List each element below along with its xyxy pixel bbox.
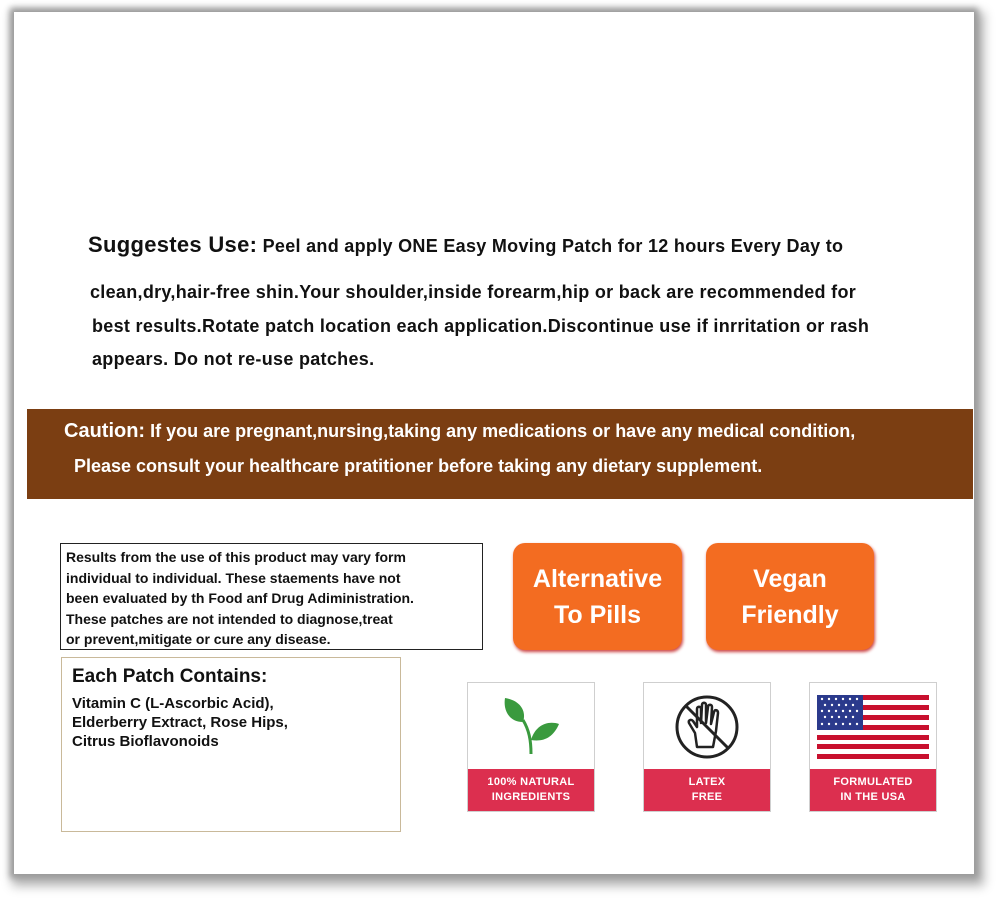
disclaimer-line-5: or prevent,mitigate or cure any disease. xyxy=(66,631,331,647)
alternative-to-pills-badge xyxy=(513,543,682,650)
card-label: LATEX FREE xyxy=(644,769,770,811)
suggested-use-heading: Suggestes Use: xyxy=(88,232,258,257)
caution-line-2: Please consult your healthcare pratitioner before taking any dietary supplement. xyxy=(74,456,763,476)
caution-line-1: If you are pregnant,nursing,taking any medications or have any medical condition, xyxy=(150,421,856,441)
badge-line-2: To Pills xyxy=(553,600,642,629)
us-flag-icon xyxy=(810,689,936,765)
disclaimer-line-2: individual to individual. These staements have not xyxy=(66,569,401,586)
suggested-use-line-2: clean,dry,hair-free shin.Your shoulder,inside forearm,hip or back are recommended for xyxy=(90,282,857,302)
card-label: 100% NATURAL INGREDIENTS xyxy=(468,769,594,811)
natural-ingredients-card xyxy=(467,682,595,812)
latex-free-card xyxy=(643,682,771,812)
vegan-friendly-badge xyxy=(706,543,874,650)
ingredients-title: Each Patch Contains: xyxy=(72,666,268,687)
disclaimer-line-3: been evaluated by th Food anf Drug Adiministration. xyxy=(66,590,414,606)
disclaimer-line-1: Results from the use of this product may vary form xyxy=(66,549,406,565)
formulated-in-usa-card xyxy=(809,682,937,812)
no-glove-icon xyxy=(644,689,770,765)
suggested-use-line-1: Peel and apply ONE Easy Moving Patch for 12 hours Every Day to xyxy=(262,236,844,256)
ingredient-line-3: Citrus Bioflavonoids xyxy=(72,733,219,750)
leaf-icon xyxy=(468,689,594,765)
suggested-use-line-3: best results.Rotate patch location each application.Discontinue use if inrritation or rash xyxy=(92,316,870,336)
caution-band xyxy=(27,409,973,499)
caution-heading: Caution: xyxy=(64,420,146,442)
fda-disclaimer-box xyxy=(60,543,483,650)
ingredient-line-2: Elderberry Extract, Rose Hips, xyxy=(72,714,288,731)
badge-line-1: Vegan xyxy=(753,564,827,593)
suggested-use-line-4: appears. Do not re-use patches. xyxy=(92,349,375,369)
ingredients-box xyxy=(61,657,401,832)
card-label: FORMULATED IN THE USA xyxy=(810,769,936,811)
badge-line-1: Alternative xyxy=(532,564,663,593)
ingredient-line-1: Vitamin C (L-Ascorbic Acid), xyxy=(72,695,274,712)
disclaimer-line-4: These patches are not intended to diagnose,treat xyxy=(66,610,393,627)
badge-line-2: Friendly xyxy=(741,600,839,629)
